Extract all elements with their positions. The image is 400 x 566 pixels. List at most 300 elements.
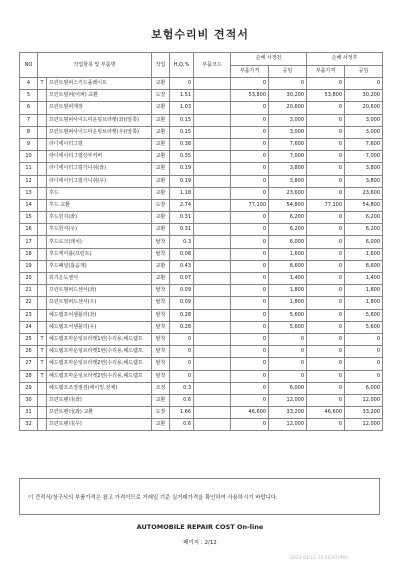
cell-item-name: 프런트범퍼드센서(좌) (47, 285, 152, 297)
cell-no: 13 (20, 187, 38, 199)
table-row (20, 382, 383, 394)
cell-labor-before: 5,600 (269, 309, 307, 321)
cell-part-price-before: 0 (231, 260, 269, 272)
cell-no: 19 (20, 260, 38, 272)
cell-hqty: 1.03 (170, 102, 194, 114)
cell-type: T (38, 346, 47, 358)
price-notice: 이 견적서/청구서의 부품가격은 참고 가격이므로 거래일 기준 실거래가격을 확인하여 사용하시기 바랍니다. (19, 478, 380, 515)
cell-part-price-before: 0 (231, 151, 269, 163)
cell-labor-after: 12,000 (345, 394, 383, 406)
cell-item-name: 헤드램프어셈블리(우) (47, 321, 152, 333)
cell-labor-after: 0 (345, 370, 383, 382)
cell-work: 도장 (152, 90, 170, 102)
cell-type (38, 297, 47, 309)
cell-no: 32 (20, 419, 38, 431)
cell-part-price-after: 0 (307, 212, 345, 224)
cell-part-price-after: 0 (307, 175, 345, 187)
table-row (20, 358, 383, 370)
cell-type (38, 114, 47, 126)
cell-no: 4 (20, 78, 38, 90)
cell-part-code (194, 224, 231, 236)
cell-hqty: 2.74 (170, 199, 194, 211)
cell-no: 11 (20, 163, 38, 175)
cell-labor-before: 6,000 (269, 382, 307, 394)
table-row (20, 187, 383, 199)
table-row (20, 236, 383, 248)
header-hqty: H,Q,% (170, 53, 194, 78)
table-row (20, 224, 383, 236)
cell-no: 30 (20, 394, 38, 406)
print-timestamp: 2023-01-11 10:50:47(PM) (290, 556, 348, 561)
table-row (20, 212, 383, 224)
cell-part-price-after: 0 (307, 285, 345, 297)
cell-work: 조정 (152, 382, 170, 394)
table-row (20, 309, 383, 321)
cell-item-name: 라디에이터그릴가니쉬(좌) (47, 163, 152, 175)
cell-no: 18 (20, 248, 38, 260)
cell-hqty: 0 (170, 370, 194, 382)
cell-part-code (194, 151, 231, 163)
cell-hqty: 1.66 (170, 407, 194, 419)
cell-part-code (194, 248, 231, 260)
table-row (20, 297, 383, 309)
cell-type (38, 187, 47, 199)
cell-labor-after: 1,800 (345, 285, 383, 297)
cell-no: 15 (20, 212, 38, 224)
cell-item-name: 후드힌지(좌) (47, 212, 152, 224)
header-work: 작업 (152, 53, 170, 78)
cell-type (38, 138, 47, 150)
cell-type (38, 126, 47, 138)
cell-item-name: 후드패널(흡음재) (47, 260, 152, 272)
cell-labor-after: 20,600 (345, 102, 383, 114)
cell-hqty: 0.6 (170, 394, 194, 406)
cell-labor-before: 23,600 (269, 187, 307, 199)
cell-part-price-before: 0 (231, 102, 269, 114)
cell-part-code (194, 126, 231, 138)
cell-labor-before: 7,600 (269, 138, 307, 150)
cell-part-price-after: 0 (307, 394, 345, 406)
header-part-price-after: 부품가격 (307, 65, 345, 78)
cell-labor-before: 6,000 (269, 236, 307, 248)
cell-part-code (194, 187, 231, 199)
table-row (20, 333, 383, 345)
cell-labor-after: 23,600 (345, 187, 383, 199)
cell-part-code (194, 163, 231, 175)
cell-part-price-after: 46,600 (307, 407, 345, 419)
cell-hqty: 0.6 (170, 419, 194, 431)
cell-part-price-before: 0 (231, 114, 269, 126)
cell-part-price-after: 0 (307, 358, 345, 370)
cell-part-price-before: 0 (231, 175, 269, 187)
cell-part-price-before: 0 (231, 273, 269, 285)
table-row (20, 285, 383, 297)
cell-labor-before: 12,000 (269, 419, 307, 431)
cell-part-price-before: 0 (231, 126, 269, 138)
cell-work: 교환 (152, 126, 170, 138)
cell-part-price-after: 0 (307, 309, 345, 321)
cell-type (38, 102, 47, 114)
cell-hqty: 0 (170, 358, 194, 370)
header-before-adjust: 손해 사정전 (231, 53, 307, 66)
cell-part-price-after: 0 (307, 333, 345, 345)
cell-no: 31 (20, 407, 38, 419)
cell-type (38, 394, 47, 406)
cell-hqty: 0 (170, 78, 194, 90)
header-item: 작업항목 및 부품명 (38, 53, 152, 78)
cell-part-code (194, 175, 231, 187)
cell-part-price-before: 0 (231, 333, 269, 345)
cell-work: 교환 (152, 102, 170, 114)
cell-labor-after: 0 (345, 346, 383, 358)
header-part-price-before: 부품가격 (231, 65, 269, 78)
cell-work: 탈착 (152, 297, 170, 309)
cell-part-price-after: 0 (307, 126, 345, 138)
cell-work: 교환 (152, 175, 170, 187)
cell-labor-after: 3,000 (345, 126, 383, 138)
cell-part-price-after: 0 (307, 102, 345, 114)
cell-labor-before: 3,000 (269, 126, 307, 138)
cell-part-price-before: 0 (231, 382, 269, 394)
cell-type (38, 224, 47, 236)
cell-work: 탈착 (152, 248, 170, 260)
cell-labor-before: 0 (269, 358, 307, 370)
cell-labor-before: 12,000 (269, 394, 307, 406)
table-body (20, 78, 383, 431)
cell-labor-before: 1,800 (269, 285, 307, 297)
cell-part-price-before: 0 (231, 394, 269, 406)
cell-part-price-after: 77,100 (307, 199, 345, 211)
cell-labor-after: 6,000 (345, 382, 383, 394)
cell-labor-after: 3,800 (345, 175, 383, 187)
cell-part-code (194, 236, 231, 248)
cell-labor-before: 0 (269, 346, 307, 358)
cell-no: 12 (20, 175, 38, 187)
cell-type (38, 212, 47, 224)
cell-item-name: 프런트범퍼(어퍼) 교환 (47, 90, 152, 102)
cell-work: 교환 (152, 163, 170, 175)
cell-item-name: 헤드램프어셈블리(좌) (47, 309, 152, 321)
cell-part-price-before: 0 (231, 236, 269, 248)
header-no: NO (20, 53, 38, 78)
cell-work: 탈착 (152, 333, 170, 345)
cell-item-name: 라디에이터그릴상부커버 (47, 151, 152, 163)
cell-work: 교환 (152, 78, 170, 90)
cell-no: 5 (20, 90, 38, 102)
cell-item-name: 프런트펜더(우) (47, 419, 152, 431)
cell-part-code (194, 212, 231, 224)
cell-part-price-before: 0 (231, 212, 269, 224)
cell-hqty: 0.09 (170, 297, 194, 309)
cell-hqty: 0 (170, 346, 194, 358)
cell-hqty: 0.28 (170, 309, 194, 321)
cell-part-code (194, 138, 231, 150)
cell-labor-before: 0 (269, 78, 307, 90)
cell-work: 교환 (152, 212, 170, 224)
cell-part-code (194, 114, 231, 126)
cell-part-code (194, 90, 231, 102)
cell-hqty: 0.31 (170, 212, 194, 224)
cell-part-price-before: 0 (231, 419, 269, 431)
cell-labor-before: 54,800 (269, 199, 307, 211)
cell-labor-after: 33,200 (345, 407, 383, 419)
cell-hqty: 0.19 (170, 175, 194, 187)
cell-part-code (194, 407, 231, 419)
cell-work: 탈착 (152, 321, 170, 333)
cell-hqty: 0.19 (170, 163, 194, 175)
cell-labor-after: 7,000 (345, 151, 383, 163)
cell-hqty: 0.28 (170, 321, 194, 333)
cell-no: 29 (20, 382, 38, 394)
cell-work: 교환 (152, 273, 170, 285)
cell-item-name: 헤드램프마운팅브라켓1번(수리용,헤드램프 (47, 346, 152, 358)
cell-labor-after: 3,800 (345, 163, 383, 175)
cell-type (38, 236, 47, 248)
header-after-adjust: 손해 사정후 (307, 53, 383, 66)
cell-part-price-before: 0 (231, 224, 269, 236)
cell-type (38, 309, 47, 321)
estimate-table (19, 52, 383, 431)
cell-labor-after: 54,800 (345, 199, 383, 211)
cell-work: 탈착 (152, 346, 170, 358)
cell-labor-after: 5,600 (345, 321, 383, 333)
table-row (20, 260, 383, 272)
cell-part-code (194, 297, 231, 309)
cell-labor-after: 1,400 (345, 273, 383, 285)
cell-part-code (194, 309, 231, 321)
cell-type: T (38, 370, 47, 382)
cell-item-name: 프런트펜더(좌) 교환 (47, 407, 152, 419)
cell-labor-before: 0 (269, 370, 307, 382)
cell-type (38, 273, 47, 285)
cell-labor-after: 6,200 (345, 212, 383, 224)
cell-hqty: 1.51 (170, 90, 194, 102)
cell-part-price-after: 0 (307, 138, 345, 150)
cell-labor-after: 0 (345, 358, 383, 370)
cell-labor-before: 0 (269, 333, 307, 345)
cell-part-price-before: 0 (231, 138, 269, 150)
cell-part-price-after: 0 (307, 78, 345, 90)
cell-labor-after: 12,000 (345, 419, 383, 431)
cell-no: 9 (20, 138, 38, 150)
cell-item-name: 라디에이터그릴가니쉬(우) (47, 175, 152, 187)
cell-work: 교환 (152, 187, 170, 199)
cell-part-price-before: 0 (231, 78, 269, 90)
cell-no: 21 (20, 285, 38, 297)
table-row (20, 138, 383, 150)
cell-type (38, 199, 47, 211)
cell-part-code (194, 370, 231, 382)
cell-part-price-after: 0 (307, 297, 345, 309)
cell-part-price-before: 0 (231, 309, 269, 321)
cell-part-code (194, 199, 231, 211)
cell-labor-before: 3,800 (269, 163, 307, 175)
cell-item-name: 후드케이블(프런트) (47, 248, 152, 260)
table-row (20, 394, 383, 406)
cell-labor-before: 33,200 (269, 407, 307, 419)
cell-item-name: 헤드램프조정점검(에이밍,전체) (47, 382, 152, 394)
table-row (20, 114, 383, 126)
cell-part-price-after: 53,800 (307, 90, 345, 102)
cell-labor-after: 1,800 (345, 297, 383, 309)
table-row (20, 248, 383, 260)
cell-labor-before: 6,200 (269, 224, 307, 236)
cell-no: 14 (20, 199, 38, 211)
cell-part-price-before: 0 (231, 346, 269, 358)
cell-item-name: 헤드램프마운팅브라켓1번(수리용,헤드램프 (47, 333, 152, 345)
cell-labor-before: 7,000 (269, 151, 307, 163)
cell-hqty: 0 (170, 333, 194, 345)
cell-hqty: 0.3 (170, 382, 194, 394)
table-row (20, 370, 383, 382)
cell-type: T (38, 333, 47, 345)
cell-item-name: 프런트범퍼재장 (47, 102, 152, 114)
cell-part-code (194, 358, 231, 370)
cell-no: 22 (20, 297, 38, 309)
cell-hqty: 0.35 (170, 151, 194, 163)
cell-no: 28 (20, 370, 38, 382)
cell-part-price-after: 0 (307, 236, 345, 248)
cell-part-price-after: 0 (307, 370, 345, 382)
cell-hqty: 0.43 (170, 260, 194, 272)
cell-work: 탈착 (152, 309, 170, 321)
cell-part-price-before: 0 (231, 285, 269, 297)
table-row (20, 151, 383, 163)
cell-type (38, 285, 47, 297)
cell-work: 탈착 (152, 358, 170, 370)
cell-part-price-after: 0 (307, 163, 345, 175)
cell-labor-before: 1,800 (269, 297, 307, 309)
cell-part-price-after: 0 (307, 273, 345, 285)
cell-work: 탈착 (152, 236, 170, 248)
cell-work: 교환 (152, 151, 170, 163)
document-title: 보험수리비 견적서 (151, 28, 249, 41)
cell-work: 교환 (152, 114, 170, 126)
cell-hqty: 1.18 (170, 187, 194, 199)
cell-part-code (194, 346, 231, 358)
cell-item-name: 라디에이터그릴 (47, 138, 152, 150)
cell-hqty: 0.07 (170, 273, 194, 285)
cell-hqty: 0.31 (170, 224, 194, 236)
cell-labor-before: 5,600 (269, 321, 307, 333)
cell-part-price-before: 0 (231, 358, 269, 370)
cell-labor-after: 7,600 (345, 138, 383, 150)
table-row (20, 199, 383, 211)
cell-part-price-after: 0 (307, 248, 345, 260)
table-row (20, 163, 383, 175)
cell-part-price-before: 46,600 (231, 407, 269, 419)
cell-part-price-before: 0 (231, 321, 269, 333)
cell-labor-before: 6,200 (269, 212, 307, 224)
header-part-code: 부품코드 (194, 53, 231, 78)
cell-hqty: 0.15 (170, 126, 194, 138)
cell-type (38, 382, 47, 394)
footer-title: AUTOMOBILE REPAIR COST On-line (136, 523, 264, 531)
table-row (20, 346, 383, 358)
cell-labor-before: 8,600 (269, 260, 307, 272)
cell-labor-after: 0 (345, 333, 383, 345)
cell-part-code (194, 78, 231, 90)
cell-part-code (194, 419, 231, 431)
cell-no: 20 (20, 273, 38, 285)
cell-work: 교환 (152, 394, 170, 406)
cell-no: 7 (20, 114, 38, 126)
table-row (20, 175, 383, 187)
header-row-1 (20, 53, 383, 66)
cell-hqty: 0.38 (170, 138, 194, 150)
cell-labor-after: 30,200 (345, 90, 383, 102)
cell-labor-after: 0 (345, 78, 383, 90)
cell-part-price-after: 0 (307, 151, 345, 163)
cell-no: 25 (20, 333, 38, 345)
cell-item-name: 프런트범퍼스키드플레이트 (47, 78, 152, 90)
cell-no: 27 (20, 358, 38, 370)
cell-item-name: 헤드램프마운팅브라켓2번(수리용,헤드램프 (47, 358, 152, 370)
cell-labor-before: 30,200 (269, 90, 307, 102)
cell-type: T (38, 358, 47, 370)
cell-item-name: 프런트범퍼드센서(우) (47, 297, 152, 309)
cell-labor-after: 5,600 (345, 309, 383, 321)
cell-type (38, 163, 47, 175)
cell-work: 교환 (152, 138, 170, 150)
table-row (20, 321, 383, 333)
cell-work: 탈착 (152, 370, 170, 382)
cell-part-price-before: 53,800 (231, 90, 269, 102)
cell-item-name: 후드로크(래치) (47, 236, 152, 248)
cell-no: 6 (20, 102, 38, 114)
cell-part-code (194, 273, 231, 285)
page-number: 페이지 : 2/12 (183, 540, 217, 546)
cell-labor-after: 6,200 (345, 224, 383, 236)
cell-item-name: 후드 (47, 187, 152, 199)
cell-part-price-before: 0 (231, 248, 269, 260)
cell-item-name: 헤드램프마운팅브라켓2번(수리용,헤드램프 (47, 370, 152, 382)
cell-type (38, 321, 47, 333)
cell-labor-before: 1,400 (269, 273, 307, 285)
cell-part-code (194, 382, 231, 394)
cell-no: 24 (20, 321, 38, 333)
cell-type: T (38, 78, 47, 90)
cell-type (38, 407, 47, 419)
cell-type (38, 248, 47, 260)
cell-labor-after: 1,600 (345, 248, 383, 260)
cell-item-name: 후드 교환 (47, 199, 152, 211)
cell-part-code (194, 333, 231, 345)
header-labor-before: 공임 (269, 65, 307, 78)
cell-part-price-after: 0 (307, 114, 345, 126)
cell-part-price-before: 77,100 (231, 199, 269, 211)
cell-work: 교환 (152, 224, 170, 236)
cell-part-code (194, 321, 231, 333)
cell-item-name: 후드힌지(우) (47, 224, 152, 236)
cell-item-name: 외기온도센서 (47, 273, 152, 285)
cell-type (38, 175, 47, 187)
cell-no: 26 (20, 346, 38, 358)
cell-part-price-after: 0 (307, 224, 345, 236)
cell-part-code (194, 285, 231, 297)
cell-labor-after: 3,000 (345, 114, 383, 126)
cell-type (38, 260, 47, 272)
cell-part-code (194, 102, 231, 114)
cell-hqty: 0.08 (170, 248, 194, 260)
cell-type (38, 151, 47, 163)
table-row (20, 126, 383, 138)
cell-type (38, 90, 47, 102)
cell-part-price-before: 0 (231, 297, 269, 309)
cell-no: 10 (20, 151, 38, 163)
cell-part-price-after: 0 (307, 382, 345, 394)
cell-type (38, 419, 47, 431)
